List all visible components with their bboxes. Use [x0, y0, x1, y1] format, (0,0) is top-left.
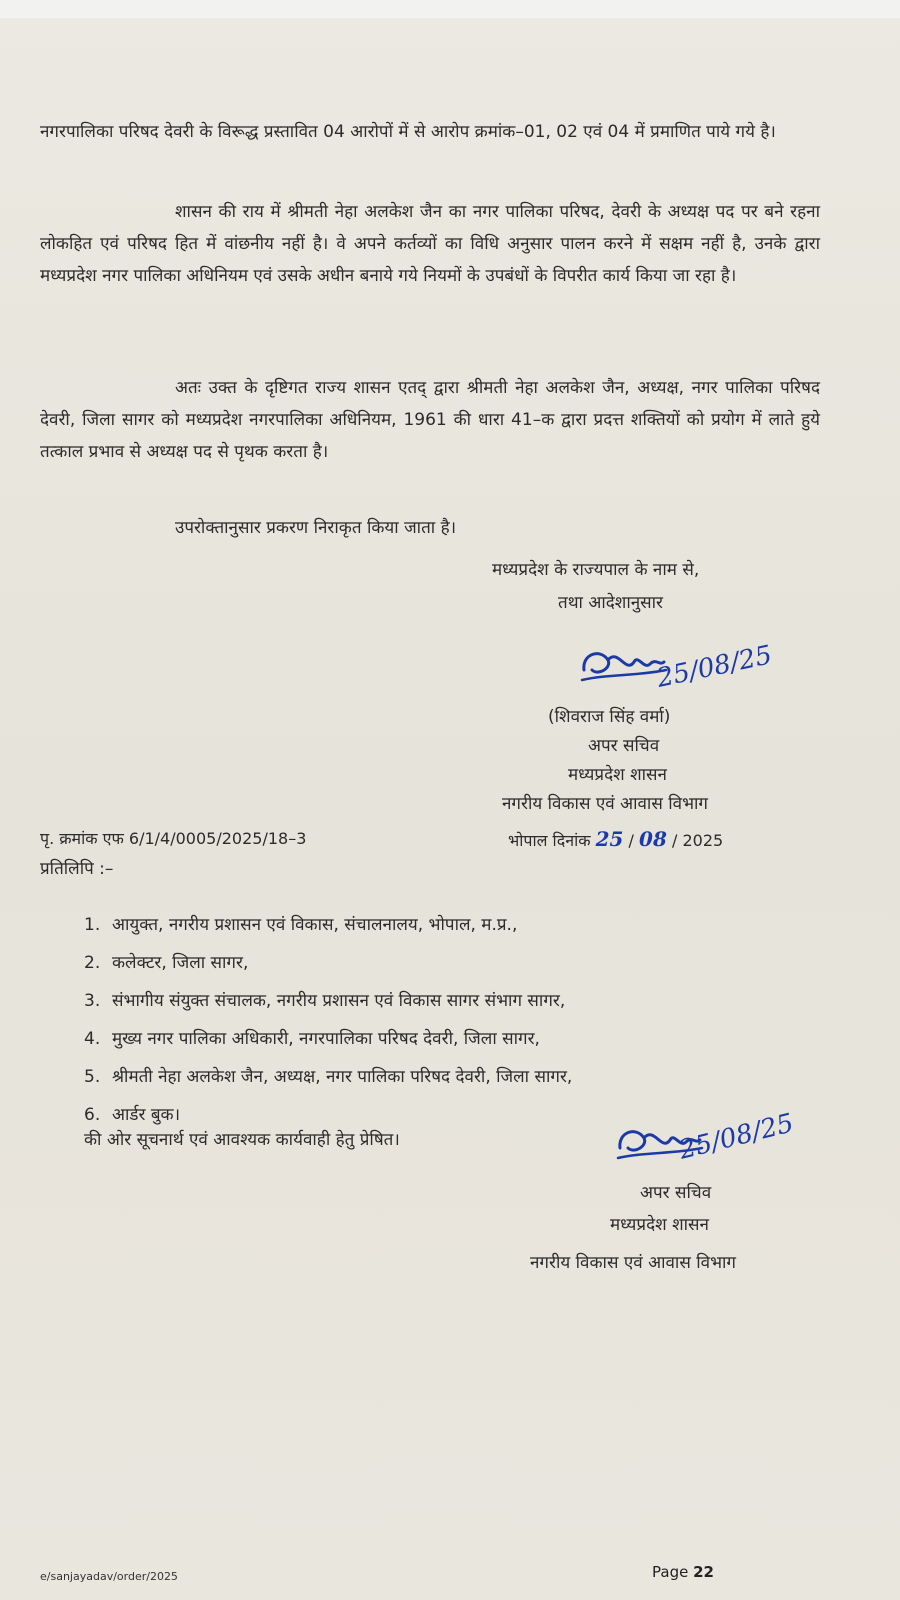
signature-2-handwritten-date: 25/08/25: [676, 1108, 797, 1166]
date-separator-2: /: [671, 831, 678, 850]
signatory-name: (शिवराज सिंह वर्मा): [548, 707, 671, 727]
signatory-2-designation: अपर सचिव: [640, 1183, 712, 1203]
signatory-designation: अपर सचिव: [588, 736, 660, 756]
list-item: 5. श्रीमती नेहा अलकेश जैन, अध्यक्ष, नगर पालिका परिषद देवरी, जिला सागर,: [84, 1067, 573, 1087]
authority-line-order: तथा आदेशानुसार: [558, 593, 664, 613]
paragraph-government-opinion: शासन की राय में श्रीमती नेहा अलकेश जैन का नगर पालिका परिषद, देवरी के अध्यक्ष पद पर बने रहना लोकहित एवं परिषद हित में वांछनीय नहीं है। वे अपने कर्तव्यों का विधि अनुसार पालन करने में सक्षम नहीं है, उनके द्वारा मध्यप्रदेश नगर पालिका अधिनियम एवं उसके अधीन बनाये गये नियमों के उपबंधों के विपरीत कार्य किया जा रहा है।: [40, 202, 820, 286]
place-date-prefix: भोपाल दिनांक: [508, 831, 591, 850]
list-item: 1. आयुक्त, नगरीय प्रशासन एवं विकास, संचालनालय, भोपाल, म.प्र.,: [84, 915, 518, 935]
date-separator-1: /: [628, 831, 634, 850]
authority-line-governor: मध्यप्रदेश के राज्यपाल के नाम से,: [492, 560, 700, 580]
reference-number: पृ. क्रमांक एफ 6/1/4/0005/2025/18–3: [40, 829, 307, 848]
list-item: 3. संभागीय संयुक्त संचालक, नगरीय प्रशासन एवं विकास सागर संभाग सागर,: [84, 991, 566, 1011]
paragraph-removal-order: अतः उक्त के दृष्टिगत राज्य शासन एतद् द्वारा श्रीमती नेहा अलकेश जैन, अध्यक्ष, नगर पालिका परिषद देवरी, जिला सागर को मध्यप्रदेश नगरपालिका अधिनियम, 1961 की धारा 41–क द्वारा प्रदत्त शक्तियों को प्रयोग में लाते हुये तत्काल प्रभाव से अध्यक्ष पद से पृथक करता है।: [40, 378, 820, 462]
copy-heading: प्रतिलिपि :–: [40, 859, 114, 879]
list-item: 6. आर्डर बुक।: [84, 1105, 181, 1125]
signatory-government: मध्यप्रदेश शासन: [568, 765, 667, 785]
date-day-handwritten: 25: [595, 827, 624, 851]
page-label: Page: [652, 1563, 689, 1581]
list-item: 2. कलेक्टर, जिला सागर,: [84, 953, 249, 973]
paragraph-disposal: उपरोक्तानुसार प्रकरण निराकृत किया जाता है।: [175, 518, 457, 538]
scan-top-edge: [0, 0, 900, 18]
list-item: 4. मुख्य नगर पालिका अधिकारी, नगरपालिका परिषद देवरी, जिला सागर,: [84, 1029, 540, 1049]
copy-recipients-list: [84, 906, 844, 1134]
signature-1-handwritten-date: 25/08/25: [654, 640, 775, 694]
signatory-department: नगरीय विकास एवं आवास विभाग: [502, 794, 708, 814]
signatory-2-government: मध्यप्रदेश शासन: [610, 1215, 709, 1235]
closing-line: की ओर सूचनार्थ एवं आवश्यक कार्यवाही हेतु प्रेषित।: [84, 1130, 400, 1150]
footer-source: e/sanjayadav/order/2025: [40, 1570, 178, 1583]
date-year: 2025: [682, 831, 724, 850]
date-month-handwritten: 08: [639, 827, 667, 851]
signatory-2-department: नगरीय विकास एवं आवास विभाग: [530, 1253, 736, 1273]
paragraph-charges: नगरपालिका परिषद देवरी के विरूद्ध प्रस्तावित 04 आरोपों में से आरोप क्रमांक–01, 02 एवं 04 में प्रमाणित पाये गये है।: [40, 122, 776, 142]
page-number: 22: [693, 1563, 714, 1581]
place-and-date: [508, 826, 723, 854]
footer-page-number: [652, 1563, 714, 1581]
